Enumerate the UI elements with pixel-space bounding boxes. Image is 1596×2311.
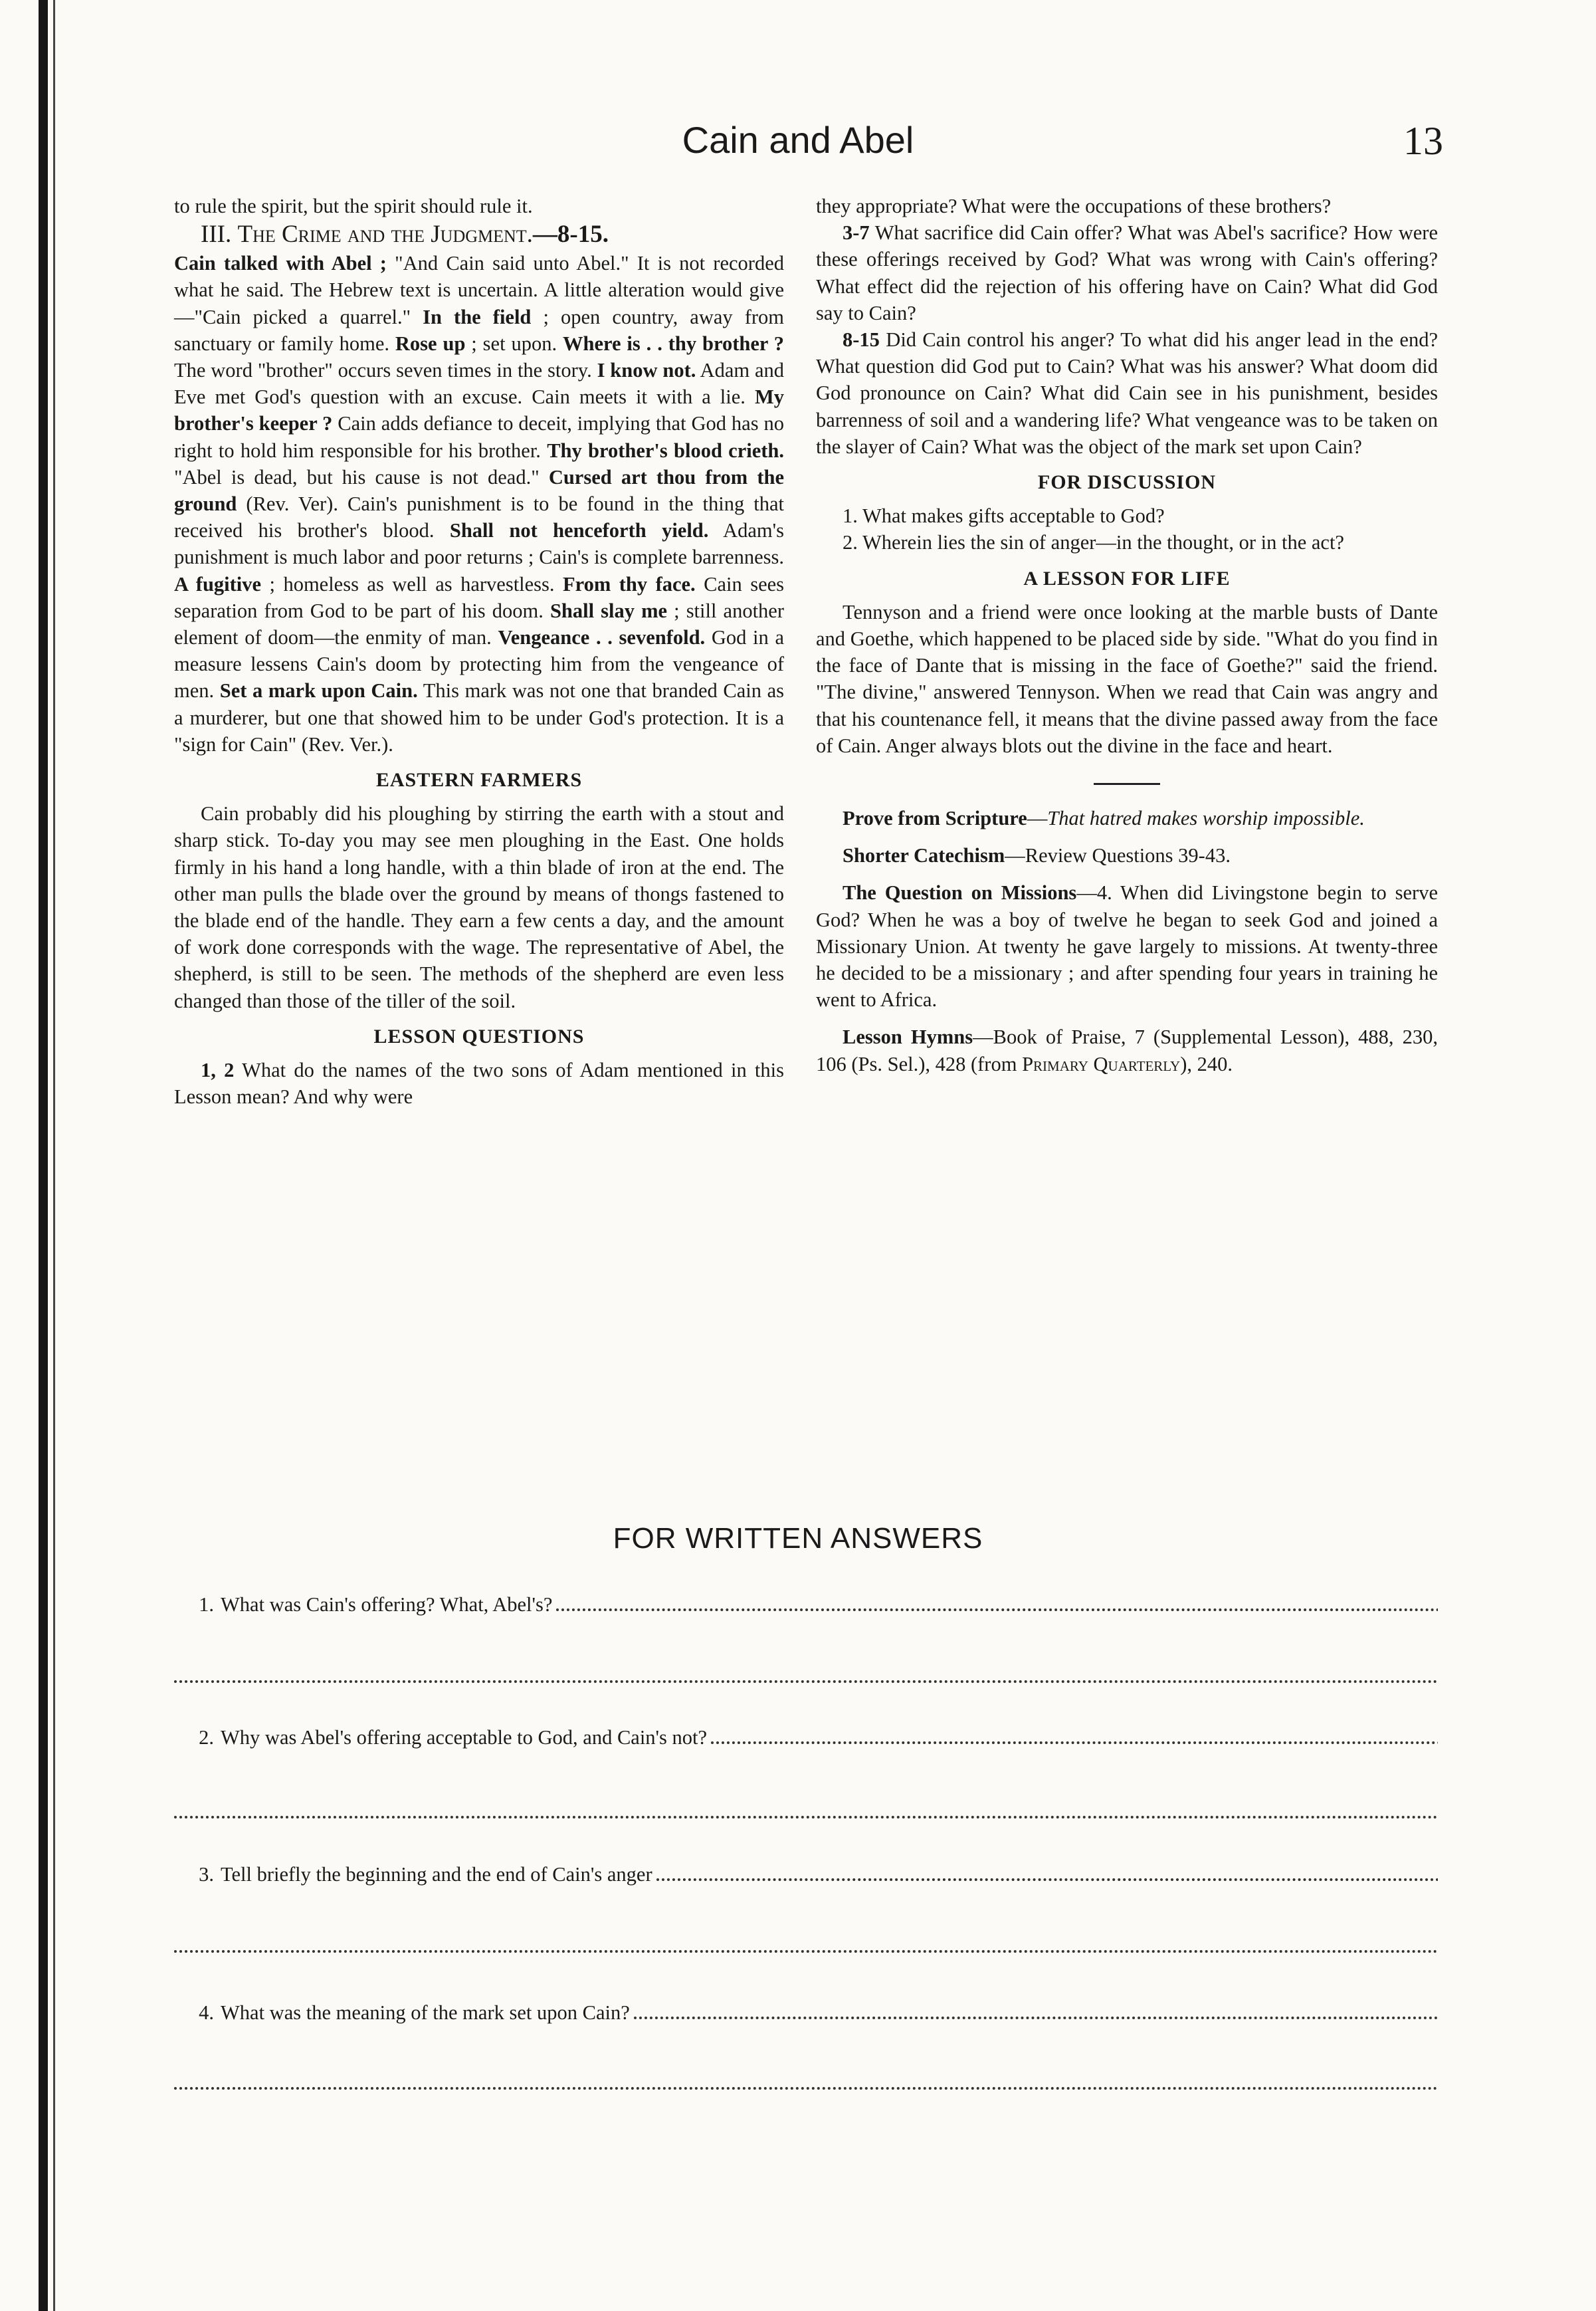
section-title: The Crime and the Judgment. xyxy=(237,221,533,249)
section-verses: —8-15. xyxy=(532,221,609,249)
question-text: What was Cain's offering? What, Abel's? xyxy=(221,1593,553,1616)
answer-line[interactable] xyxy=(174,1813,1438,1818)
keyword-phrase: Shall not henceforth yield. xyxy=(449,519,709,542)
commentary-text: (Rev. Ver). Cain's punishment is to be found in the thing that received his brother's blood. xyxy=(174,493,784,542)
question-number: 8-15 xyxy=(843,328,880,352)
keyword-phrase: Shall slay me xyxy=(549,599,668,622)
lesson-questions-heading: LESSON QUESTIONS xyxy=(373,1025,585,1047)
eastern-farmers-heading: EASTERN FARMERS xyxy=(375,769,583,792)
commentary-text: This mark was not one that branded Cain as a murderer, but one that showed him to be under God's protection. It is a "sign for Cain" (Rev. Ver.). xyxy=(174,679,784,756)
running-head xyxy=(0,118,1596,171)
missions-question xyxy=(816,879,1438,1013)
left-column xyxy=(174,193,784,1111)
hymns-quarterly: Primary Quarterly xyxy=(1022,1052,1181,1075)
commentary-text: "And Cain said unto Abel." It is not recorded what he said. The Hebrew text is uncertain. A little alteration would give—"Cain picked a quarrel." xyxy=(174,252,784,328)
lesson-for-life-heading: A LESSON FOR LIFE xyxy=(1023,567,1231,590)
section-heading xyxy=(174,219,784,250)
written-question-4 xyxy=(174,1999,1438,2026)
keyword-phrase: Thy brother's blood crieth. xyxy=(547,439,784,462)
lesson-for-life-text: Tennyson and a friend were once looking at the marble busts of Dante and Goethe, which happened to be placed side by side. "What do you find in the face of Dante that is missing in the face of Goethe?" said the friend. "The divine," answered Tennyson. When we read that Cain was angry and that his countenance fell, it means that the divine passed away from the face of Cain. Anger always blots out the divine in the face and heart. xyxy=(816,600,1438,757)
exposition-paragraph xyxy=(174,250,784,758)
eastern-farmers-text: Cain probably did his ploughing by stirring the earth with a stout and sharp stick. To-day you may see men ploughing in the East. One holds firmly in his hand a long handle, with a thin blade of iron at the end. The other man pulls the blade over the ground by means of thongs fastened to the blade end of the handle. They earn a few cents a day, and the amount of work done corresponds with the wage. The representative of Abel, the shepherd, is still to be seen. The methods of the shepherd are even less changed than those of the tiller of the soil. xyxy=(174,802,784,1012)
written-question-3 xyxy=(174,1861,1438,1888)
prove-from-scripture: Prove from Scripture—That hatred makes worship impossible. xyxy=(843,807,1365,830)
prove-text: That hatred makes worship impossible. xyxy=(1047,807,1365,830)
lesson-question-2 xyxy=(816,219,1438,326)
written-answers-heading: FOR WRITTEN ANSWERS xyxy=(613,1522,983,1555)
lesson-question-1-continued: they appropriate? What were the occupations of these brothers? xyxy=(816,195,1332,217)
commentary-text: "Abel is dead, but his cause is not dead." xyxy=(174,465,549,489)
hymns-end: ), 240. xyxy=(1180,1052,1233,1075)
question-number: 1, 2 xyxy=(201,1059,235,1082)
commentary-text: Cain adds defiance to deceit, implying that God has no right to hold him responsible for his brother. xyxy=(174,412,784,462)
keyword-phrase: From thy face. xyxy=(563,572,696,596)
lesson-question-1 xyxy=(174,1057,784,1110)
question-text: What was the meaning of the mark set upon Cain? xyxy=(221,2001,630,2024)
catechism-text: —Review Questions 39-43. xyxy=(1005,844,1231,867)
question-number: 3. xyxy=(199,1863,214,1886)
catechism-label: Shorter Catechism xyxy=(843,844,1005,867)
keyword-phrase: My brother's keeper ? xyxy=(174,385,784,435)
discussion-item: 1. What makes gifts acceptable to God? xyxy=(843,504,1165,528)
section-roman: III. xyxy=(201,221,232,249)
shorter-catechism xyxy=(816,842,1438,869)
question-text: Why was Abel's offering acceptable to God, and Cain's not? xyxy=(221,1726,708,1749)
lead-line: to rule the spirit, but the spirit should rule it. xyxy=(174,195,533,217)
commentary-text: Adam's punishment is much labor and poor returns ; Cain's is complete barrenness. xyxy=(174,519,784,569)
lesson-hymns xyxy=(816,1024,1438,1077)
keyword-phrase: Rose up xyxy=(395,332,466,355)
section-divider xyxy=(1094,783,1160,785)
question-text: What sacrifice did Cain offer? What was Abel's sacrifice? How were these offerings received by God? What was wrong with Cain's offering? What effect did the rejection of his offering have on Cain? What did God say to Cain? xyxy=(816,221,1438,324)
commentary-text: God in a measure lessens Cain's doom by protecting him from the vengeance of men. xyxy=(174,626,784,703)
answer-line[interactable] xyxy=(174,1678,1438,1683)
page-number: 13 xyxy=(1403,119,1443,163)
keyword-phrase: Cain talked with Abel ; xyxy=(174,252,387,275)
question-number: 2. xyxy=(199,1726,214,1749)
question-text: What do the names of the two sons of Adam mentioned in this Lesson mean? And why were xyxy=(174,1059,784,1109)
discussion-heading: FOR DISCUSSION xyxy=(1037,471,1217,494)
keyword-phrase: A fugitive xyxy=(174,572,262,596)
question-text: Tell briefly the beginning and the end of Cain's anger xyxy=(221,1863,652,1886)
question-text: Did Cain control his anger? To what did his anger lead in the end? What question did God put to Cain? What was his answer? What doom did God pronounce on Cain? What did Cain see in his punishment, besides barrenness of soil and a wandering life? What vengeance was to be taken on the slayer of Cain? What was the object of the mark set upon Cain? xyxy=(816,328,1438,458)
question-number: 3-7 xyxy=(843,221,870,245)
question-number: 4. xyxy=(199,2001,214,2024)
commentary-text: ; homeless as well as harvestless. xyxy=(261,572,563,596)
right-column xyxy=(816,193,1438,1077)
commentary-text: Adam and Eve met God's question with an excuse. Cain meets it with a lie. xyxy=(174,359,784,409)
keyword-phrase: In the field xyxy=(423,305,532,328)
commentary-text: The word "brother" occurs seven times in the story. xyxy=(174,359,597,382)
two-column-body xyxy=(0,193,1596,1495)
missions-text: —4. When did Livingstone begin to serve God? When he was a boy of twelve he began to seek God and joined a Missionary Union. At twenty he gave largely to missions. At twenty-three he decided to be a missionary ; and after spending four years in training he went to Africa. xyxy=(816,881,1438,1012)
answer-line[interactable] xyxy=(174,2084,1438,2090)
discussion-item: 2. Wherein lies the sin of anger—in the thought, or in the act? xyxy=(843,531,1344,554)
written-question-2 xyxy=(174,1724,1438,1751)
keyword-phrase: Cursed art thou from the ground xyxy=(174,465,784,516)
keyword-phrase: Where is . . thy brother ? xyxy=(563,332,784,355)
prove-label: Prove from Scripture xyxy=(843,807,1027,830)
missions-label: The Question on Missions xyxy=(843,881,1077,905)
commentary-text: ; open country, away from sanctuary or family home. xyxy=(174,305,784,355)
page-title: Cain and Abel xyxy=(682,119,914,161)
hymns-text: —Book of Praise, 7 (Supplemental Lesson), 488, 230, 106 (Ps. Sel.), 428 (from xyxy=(816,1026,1438,1075)
lesson-question-3 xyxy=(816,326,1438,460)
commentary-text: ; still another element of doom—the enmity of man. xyxy=(174,599,784,649)
commentary-text: Cain sees separation from God to be part of his doom. xyxy=(174,572,785,622)
keyword-phrase: Vengeance . . sevenfold. xyxy=(498,626,706,649)
answer-line[interactable] xyxy=(174,1947,1438,1953)
hymns-label: Lesson Hymns xyxy=(843,1026,973,1049)
keyword-phrase: Set a mark upon Cain. xyxy=(219,679,418,703)
keyword-phrase: I know not. xyxy=(597,359,696,382)
commentary-text: ; set upon. xyxy=(465,332,563,355)
question-number: 1. xyxy=(199,1593,214,1616)
written-question-1 xyxy=(174,1591,1438,1618)
